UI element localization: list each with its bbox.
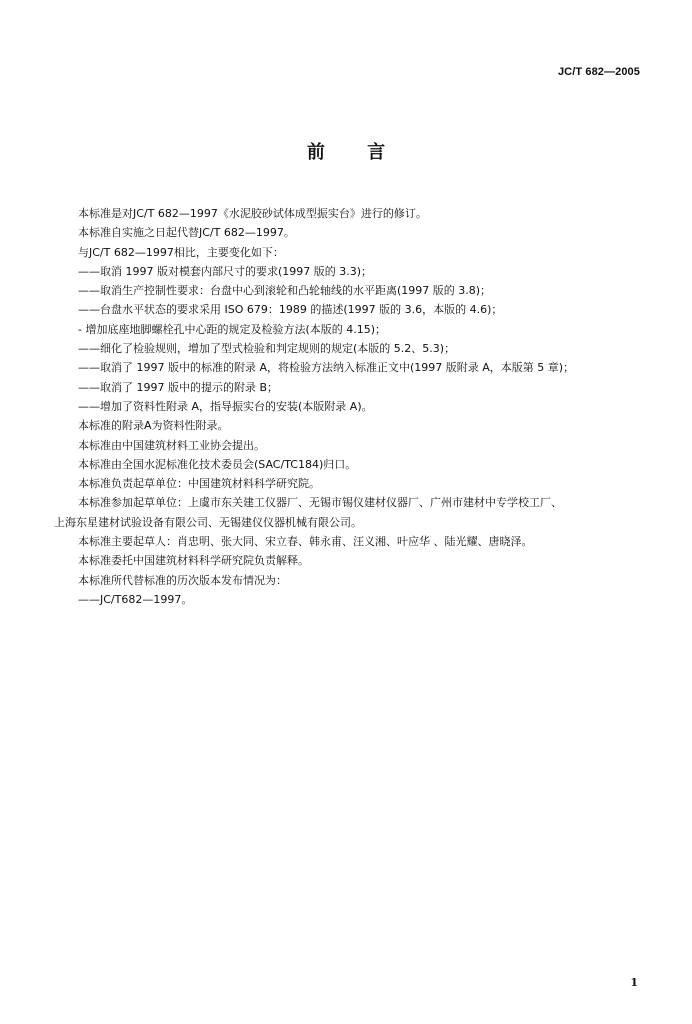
paragraph-interpretation: 本标准委托中国建筑材料科学研究院负责解释。 — [78, 554, 309, 568]
paragraph-replacement: 本标准自实施之日起代替JC/T 682—1997。 — [78, 226, 295, 240]
paragraph-main-drafters: 本标准主要起草人：肖忠明、张大同、宋立春、韩永甫、汪义湘、叶应华 、陆光耀、唐晓泽。 — [78, 535, 533, 549]
change-item: ——增加了资料性附录 A，指导振实台的安装(本版附录 A)。 — [78, 399, 373, 413]
standard-code: JC/T 682—2005 — [557, 66, 640, 78]
history-item: ——JC/T682—1997。 — [78, 592, 193, 606]
paragraph-changes-intro: 与JC/T 682—1997相比，主要变化如下： — [78, 245, 284, 259]
page-number: 1 — [630, 976, 638, 989]
change-item: ——台盘水平状态的要求采用 ISO 679：1989 的描述(1997 版的 3.6，本版的 4.6)； — [78, 303, 503, 317]
foreword-body — [54, 204, 654, 609]
change-item: ——细化了检验规则，增加了型式检验和判定规则的规定(本版的 5.2、5.3)； — [78, 342, 456, 356]
paragraph-participating-drafters — [54, 493, 654, 532]
change-item: ——取消了 1997 版中的标准的附录 A，将检验方法纳入标准正文中(1997 版附录 A，本版第 5 章)； — [78, 361, 575, 375]
paragraph-centralized-by: 本标准由全国水泥标准化技术委员会(SAC/TC184)归口。 — [78, 457, 357, 471]
paragraph-proposed-by: 本标准由中国建筑材料工业协会提出。 — [78, 438, 265, 452]
page-title: 前 言 — [306, 142, 404, 163]
participating-drafters-line-1: 本标准参加起草单位：上虞市东关建工仪器厂、无锡市锡仪建材仪器厂、广州市建材中专学校工厂、 — [78, 496, 562, 510]
paragraph-history-intro: 本标准所代替标准的历次版本发布情况为： — [78, 573, 287, 587]
paragraph-responsible-drafter: 本标准负责起草单位：中国建筑材料科学研究院。 — [78, 477, 320, 491]
paragraph-revision-note: 本标准是对JC/T 682—1997《水泥胶砂试体成型振实台》进行的修订。 — [78, 207, 427, 220]
participating-drafters-line-2: 上海东星建材试验设备有限公司、无锡建仪仪器机械有限公司。 — [54, 515, 362, 529]
paragraph-annex-note: 本标准的附录A为资料性附录。 — [78, 419, 229, 433]
change-item: ——取消生产控制性要求：台盘中心到滚轮和凸轮轴线的水平距离(1997 版的 3.8)； — [78, 284, 492, 298]
change-item: ——取消 1997 版对模套内部尺寸的要求(1997 版的 3.3)； — [78, 264, 373, 278]
change-item: ——取消了 1997 版中的提示的附录 B； — [78, 380, 279, 394]
change-item: - 增加底座地脚螺栓孔中心距的规定及检验方法(本版的 4.15)； — [78, 322, 387, 336]
